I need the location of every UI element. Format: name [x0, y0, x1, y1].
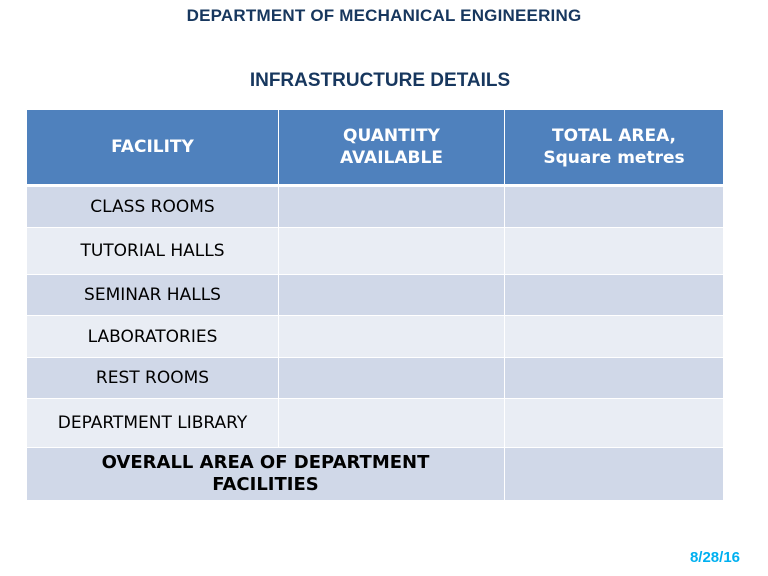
- overall-area-row: [27, 448, 724, 501]
- table-row: [27, 186, 724, 228]
- quantity-cell: [279, 399, 505, 448]
- infrastructure-title: INFRASTRUCTURE DETAILS: [249, 70, 511, 91]
- facility-cell: LABORATORIES: [27, 316, 279, 358]
- slide-date: 8/28/16: [689, 549, 740, 566]
- department-title: DEPARTMENT OF MECHANICAL ENGINEERING: [186, 6, 582, 25]
- table-row: [27, 316, 724, 358]
- table-header-row: [27, 110, 724, 186]
- area-cell: [505, 228, 724, 275]
- facility-cell: DEPARTMENT LIBRARY: [27, 399, 279, 448]
- overall-area-label-line2: FACILITIES: [212, 474, 319, 495]
- area-cell: [505, 316, 724, 358]
- column-header-area-line2: Square metres: [543, 148, 685, 168]
- overall-area-label: [27, 448, 505, 501]
- facility-cell: TUTORIAL HALLS: [27, 228, 279, 275]
- area-cell: [505, 186, 724, 228]
- quantity-cell: [279, 358, 505, 399]
- quantity-cell: [279, 316, 505, 358]
- facility-cell: CLASS ROOMS: [27, 186, 279, 228]
- column-header-area: [505, 110, 724, 186]
- overall-area-value: [505, 448, 724, 501]
- quantity-cell: [279, 275, 505, 316]
- infrastructure-table: [26, 109, 724, 501]
- table-row: [27, 228, 724, 275]
- column-header-area-line1: TOTAL AREA,: [551, 126, 677, 146]
- facility-cell: REST ROOMS: [27, 358, 279, 399]
- area-cell: [505, 275, 724, 316]
- table-row: [27, 358, 724, 399]
- quantity-cell: [279, 228, 505, 275]
- area-cell: [505, 358, 724, 399]
- table-row: [27, 399, 724, 448]
- quantity-cell: [279, 186, 505, 228]
- column-header-quantity: [279, 110, 505, 186]
- table-row: [27, 275, 724, 316]
- column-header-facility: [27, 110, 279, 186]
- overall-area-label-line1: OVERALL AREA OF DEPARTMENT: [101, 452, 430, 473]
- column-header-quantity-line1: QUANTITY: [343, 126, 440, 146]
- area-cell: [505, 399, 724, 448]
- column-header-facility-text: FACILITY: [111, 137, 194, 157]
- column-header-quantity-line2: AVAILABLE: [340, 148, 443, 168]
- facility-cell: SEMINAR HALLS: [27, 275, 279, 316]
